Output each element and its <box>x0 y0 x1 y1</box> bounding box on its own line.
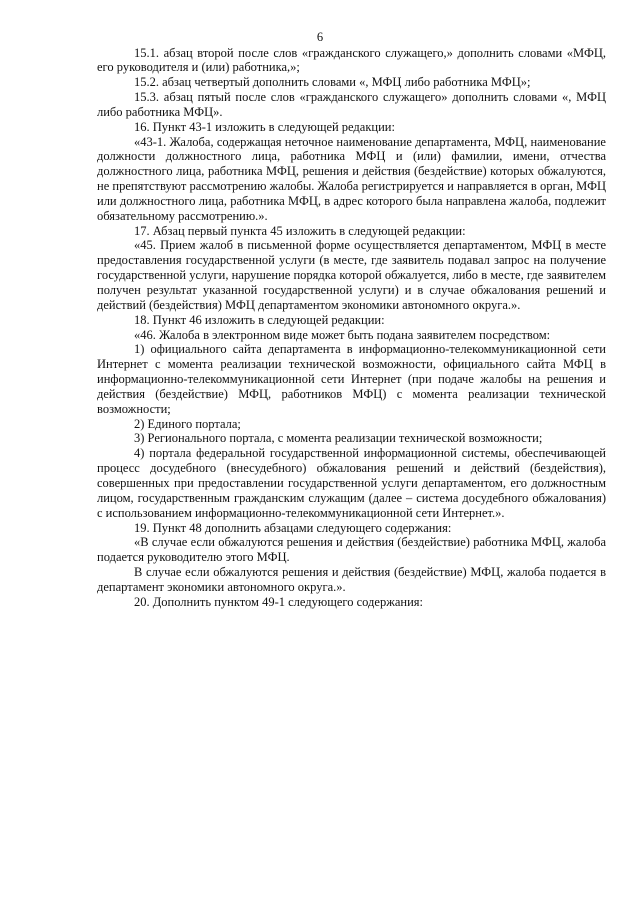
paragraph-48-addition-2: В случае если обжалуются решения и действия (бездействие) МФЦ, жалоба подается в департамент экономики автономного округа.». <box>97 565 606 594</box>
paragraph-18: 18. Пункт 46 изложить в следующей редакции: <box>134 312 385 327</box>
paragraph-46-text: «46. Жалоба в электронном виде может быть подана заявителем посредством: <box>134 327 551 342</box>
list-item-3: 3) Регионального портала, с момента реализации технической возможности; <box>134 431 543 446</box>
list-item-1: 1) официального сайта департамента в информационно-телекоммуникационной сети Интернет с момента реализации технической возможности, официального сайта МФЦ в информационно-телекоммуникационной сети Интернет (при подаче жалобы на решения и действия (бездействие) МФЦ, работников МФЦ) с момента реализации технической возможности; <box>97 342 606 416</box>
paragraph-19: 19. Пункт 48 дополнить абзацами следующего содержания: <box>134 520 452 535</box>
paragraph-15-3: 15.3. абзац пятый после слов «гражданского служащего» дополнить словами «, МФЦ либо работника МФЦ». <box>97 90 606 119</box>
paragraph-43-1-text: «43-1. Жалоба, содержащая неточное наименование департамента, МФЦ, наименование должности должностного лица, работника МФЦ и (или) фамилии, имени, отчества должностного лица, работника МФЦ, решения и действия (бездействие) которых обжалуются, не препятствуют рассмотрению жалобы. Жалоба регистрируется и направляется в орган, МФЦ или должностного лица, работника МФЦ, в адрес которого была направлена жалоба, подлежит обязательному рассмотрению.». <box>97 134 606 223</box>
list-item-4: 4) портала федеральной государственной информационной системы, обеспечивающей процесс досудебного (внесудебного) обжалования решений и действий (бездействия), совершенных при предоставлении государственной услуги департаментом, его должностным лицом, государственным гражданским служащим (далее – система досудебного обжалования) с использованием информационно-телекоммуникационной сети Интернет.». <box>97 446 606 520</box>
page-number: 6 <box>316 30 324 44</box>
document-body <box>97 46 606 610</box>
paragraph-17: 17. Абзац первый пункта 45 изложить в следующей редакции: <box>134 223 466 238</box>
paragraph-48-addition-1: «В случае если обжалуются решения и действия (бездействие) работника МФЦ, жалоба подается руководителю этого МФЦ. <box>97 535 606 565</box>
paragraph-45-text: «45. Прием жалоб в письменной форме осуществляется департаментом, МФЦ в месте предоставления государственной услуги (в месте, где заявитель подавал запрос на получение государственной услуги, нарушение порядка которой обжалуется, либо в месте, где заявителем получен результат указанной государственной услуги) и в случае обжалования решений и действий (бездействия) МФЦ департаментом экономики автономного округа.». <box>97 238 606 312</box>
paragraph-15-2: 15.2. абзац четвертый дополнить словами «, МФЦ либо работника МФЦ»; <box>134 75 531 90</box>
paragraph-15-1: 15.1. абзац второй после слов «гражданского служащего,» дополнить словами «МФЦ, его руководителя и (или) работника,»; <box>97 45 606 75</box>
paragraph-20: 20. Дополнить пунктом 49-1 следующего содержания: <box>134 594 423 609</box>
paragraph-16: 16. Пункт 43-1 изложить в следующей редакции: <box>134 119 395 134</box>
list-item-2: 2) Единого портала; <box>134 416 241 431</box>
